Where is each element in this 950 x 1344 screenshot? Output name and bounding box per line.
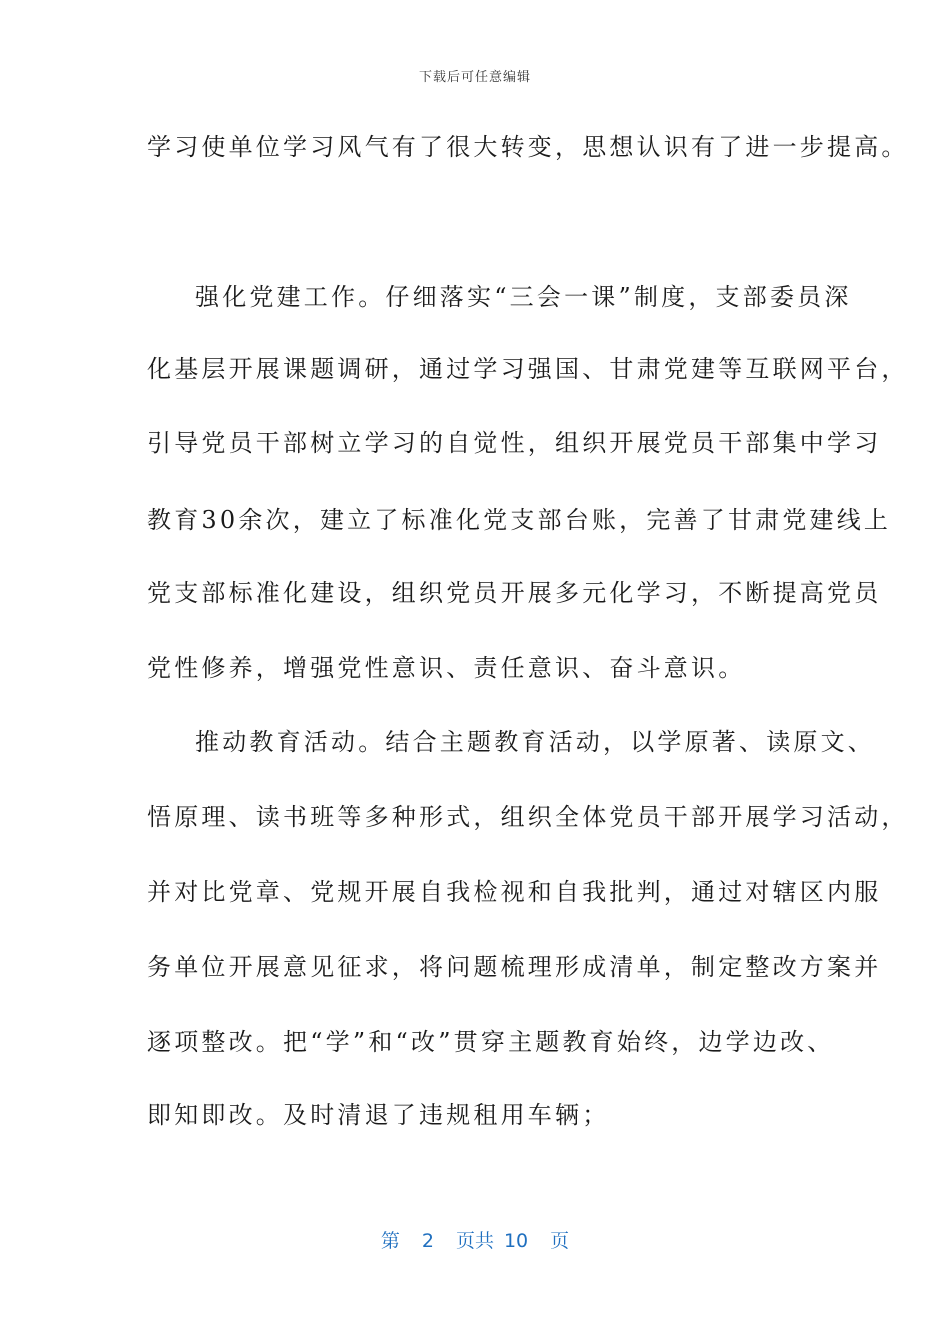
text-line: 引导党员干部树立学习的自觉性，组织开展党员干部集中学习 [147,429,882,457]
text-line: 化基层开展课题调研，通过学习强国、甘肃党建等互联网平台， [147,355,909,383]
text-line: 党性修养，增强党性意识、责任意识、奋斗意识。 [147,654,746,682]
text-line: 推动教育活动。结合主题教育活动，以学原著、读原文、 [195,728,875,756]
text-line: 党支部标准化建设，组织党员开展多元化学习，不断提高党员 [147,579,882,607]
text-line: 并对比党章、党规开展自我检视和自我批判，通过对辖区内服 [147,878,882,906]
text-line: 学习使单位学习风气有了很大转变，思想认识有了进一步提高。 [147,133,909,161]
footer-total-pages: 10 [503,1230,529,1252]
text-line: 强化党建工作。仔细落实“三会一课”制度，支部委员深 [195,283,852,311]
header-note: 下载后可任意编辑 [418,70,531,85]
footer-prefix: 第 [380,1230,400,1252]
text-line: 即知即改。及时清退了违规租用车辆； [147,1101,610,1129]
text-line: 悟原理、读书班等多种形式，组织全体党员干部开展学习活动， [147,803,909,831]
footer-suffix: 页 [550,1230,570,1252]
text-line: 教育30余次，建立了标准化党支部台账，完善了甘肃党建线上 [147,506,892,534]
footer-current-page: 2 [421,1230,434,1252]
text-line: 逐项整改。把“学”和“改”贯穿主题教育始终，边学边改、 [147,1028,835,1056]
footer-middle: 页共 [455,1230,494,1252]
page-footer [0,1226,950,1253]
text-line: 务单位开展意见征求，将问题梳理形成清单，制定整改方案并 [147,953,882,981]
